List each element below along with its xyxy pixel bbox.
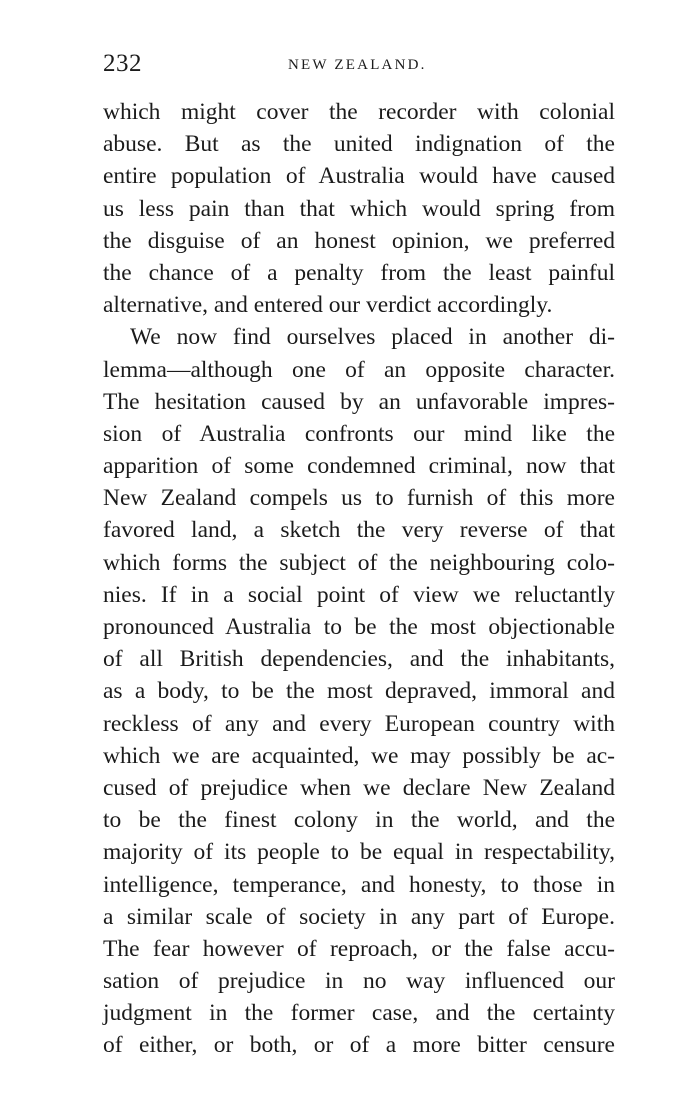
running-title: NEW ZEALAND. xyxy=(288,57,427,73)
text-line: us less pain than that which would spring from xyxy=(103,195,615,222)
text-line: intelligence, temperance, and honesty, to those in xyxy=(103,871,615,898)
text-line: reckless of any and every European country with xyxy=(103,710,615,737)
text-line: as a body, to be the most depraved, immoral and xyxy=(103,678,615,705)
text-line: apparition of some condemned criminal, now that xyxy=(103,453,615,480)
page-number: 232 xyxy=(103,50,142,77)
text-line: The fear however of reproach, or the false accu- xyxy=(103,935,615,962)
body-text xyxy=(103,96,615,1062)
text-line: cused of prejudice when we declare New Zealand xyxy=(103,774,615,801)
text-line: which we are acquainted, we may possibly be ac- xyxy=(103,742,615,769)
text-line: alternative, and entered our verdict accordingly. xyxy=(103,292,553,319)
text-line: a similar scale of society in any part of Europe. xyxy=(103,903,615,930)
running-head xyxy=(103,50,615,82)
text-line: which forms the subject of the neighbouring colo- xyxy=(103,549,615,576)
text-line: abuse. But as the united indignation of the xyxy=(103,131,615,158)
text-line: of either, or both, or of a more bitter censure xyxy=(103,1032,615,1059)
text-line: sion of Australia confronts our mind like the xyxy=(103,420,615,447)
text-line: majority of its people to be equal in respectability, xyxy=(103,839,615,866)
text-line: judgment in the former case, and the certainty xyxy=(103,1000,615,1027)
text-line: sation of prejudice in no way influenced our xyxy=(103,968,615,995)
text-line: to be the finest colony in the world, and the xyxy=(103,807,615,834)
text-line: the chance of a penalty from the least painful xyxy=(103,259,615,286)
text-line: nies. If in a social point of view we reluctantly xyxy=(103,581,615,608)
text-line: which might cover the recorder with colonial xyxy=(103,99,615,125)
text-line: favored land, a sketch the very reverse of that xyxy=(103,517,615,544)
text-line: lemma—although one of an opposite character. xyxy=(103,356,615,383)
paragraph-start-line: We now find ourselves placed in another di- xyxy=(130,324,615,351)
text-line: pronounced Australia to be the most objectionable xyxy=(103,614,615,640)
text-line: the disguise of an honest opinion, we preferred xyxy=(103,227,615,254)
text-line: entire population of Australia would have caused xyxy=(103,163,615,190)
text-line: The hesitation caused by an unfavorable impres- xyxy=(103,388,615,415)
text-line: New Zealand compels us to furnish of this more xyxy=(103,485,615,512)
text-line: of all British dependencies, and the inhabitants, xyxy=(103,646,615,673)
